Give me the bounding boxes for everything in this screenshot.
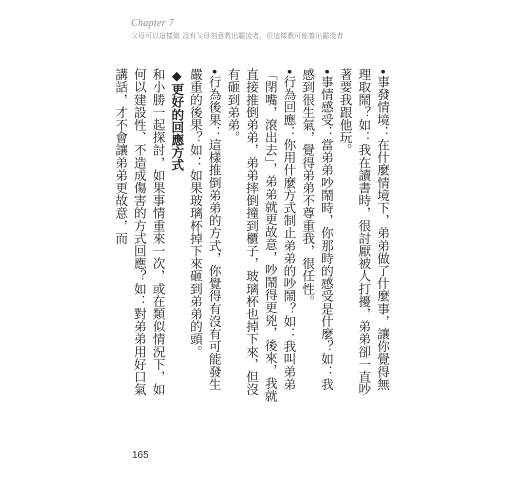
vertical-body-text [110,68,391,403]
bullet-item-situation: •事發情境：在什麼情境下，弟弟做了什麼事，讓你覺得無理取鬧？如：我在讀書時，很討厭被人打擾，弟弟卻一直吵著要我跟他玩。 [337,68,390,396]
bullet-item-feeling: •事情感受：當弟弟吵鬧時，你那時的感受是什麼？如：我感到很生氣，覺得弟弟不尊重我，很任性。 [300,68,334,391]
paragraph-text: 和小勝一起探討，如果事情重來一次，或在類似情況下，如何以建設性、不造成傷害的方式回應？如：對弟弟用好口氣講話，才不會讓弟弟更故意，而 [113,68,166,396]
bullet-item-consequence: •行為後果：這樣推倒弟弟的方式，你覺得有沒有可能發生嚴重的後果？如：如果玻璃杯掉下來砸到弟弟的頭。 [187,68,222,391]
section-heading: ◆更好的回應方式 [169,68,185,172]
bullet-item-response: •行為回應：你用什麼方式制止弟弟的吵鬧？如：我叫弟弟「閉嘴，滾出去」，弟弟就更故意，吵鬧得更兇，後來，我就直接推倒弟弟，弟弟摔倒撞到櫃子，玻璃杯也掉下來，但沒有砸到弟弟。 [225,68,297,402]
running-header: 父母可以這樣做 沒有父母刻意教出霸凌者，但這樣教可能養出霸凌者 [131,32,344,40]
page-number: 165 [132,450,149,461]
chapter-label: Chapter 7 [131,18,174,29]
